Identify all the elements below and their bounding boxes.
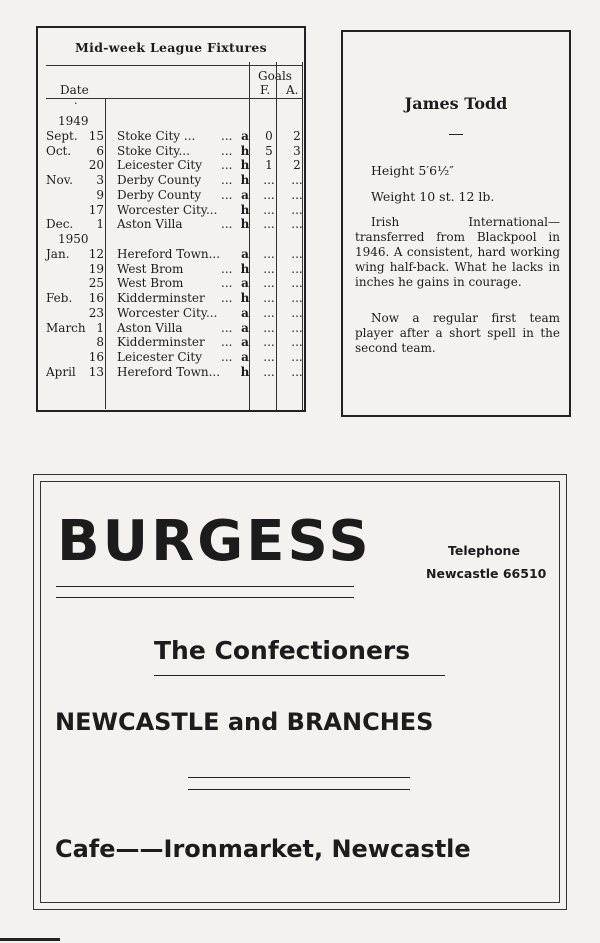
fixture-day: 9	[96, 187, 104, 202]
advert-telephone-number: Newcastle 66510	[426, 566, 547, 581]
fixture-opponent	[117, 158, 233, 173]
fixture-venue: a	[241, 276, 249, 291]
fixture-opponent-name: Worcester City...	[117, 305, 218, 320]
fixture-venue: h	[240, 217, 250, 232]
fixture-goals-for: ...	[263, 247, 275, 261]
fixture-row	[38, 306, 304, 321]
advert-tagline-underline	[154, 675, 445, 676]
fixture-opponent-name: Aston Villa	[117, 320, 183, 335]
fixture-opponent	[117, 276, 233, 291]
fixture-goals-for: ...	[263, 202, 275, 217]
fixture-goals-against: ...	[291, 276, 303, 291]
fixture-opponent-name: Worcester City...	[117, 202, 218, 217]
fixture-opponent-name: West Brom	[117, 276, 184, 291]
header-for: F.	[260, 83, 271, 97]
fixture-day: 16	[88, 349, 104, 364]
advert-rule	[188, 789, 410, 790]
fixture-goals-against: 2	[293, 129, 301, 143]
fixture-goals-against: ...	[291, 202, 303, 217]
fixture-goals-against: 3	[293, 143, 301, 158]
title-divider	[46, 65, 302, 66]
fixture-opponent	[117, 261, 233, 277]
advert-brand: BURGESS	[57, 509, 372, 574]
fixture-row	[38, 321, 304, 336]
header-against: A.	[286, 83, 299, 97]
fixture-opponent	[117, 143, 233, 159]
fixture-opponent-name: Leicester City	[117, 158, 202, 173]
fixture-day: 1	[96, 320, 104, 335]
fixture-row	[38, 144, 304, 159]
fixture-opponent	[117, 173, 233, 188]
fixture-goals-against: 2	[293, 158, 301, 173]
header-goals: Goals	[258, 69, 292, 83]
player-name: James Todd	[404, 94, 508, 113]
fixture-goals-for: ...	[263, 187, 275, 202]
fixture-goals-for: ...	[263, 173, 275, 188]
fixture-goals-for: 5	[265, 143, 273, 158]
header-mark: ·	[74, 97, 78, 110]
fixture-goals-against: ...	[291, 305, 303, 320]
fixture-day: 13	[88, 364, 104, 379]
fixture-row	[38, 291, 304, 306]
fixture-month: April	[46, 364, 76, 379]
fixture-goals-for: 1	[265, 158, 273, 173]
fixture-venue: a	[241, 247, 249, 261]
fixture-opponent	[117, 335, 233, 350]
fixture-row	[38, 173, 304, 188]
advert-locations: NEWCASTLE and BRANCHES	[55, 708, 434, 736]
fixture-goals-for: ...	[263, 305, 275, 320]
fixture-day: 16	[88, 291, 104, 306]
fixture-venue: a	[241, 187, 249, 202]
fixture-day: 1	[96, 217, 104, 232]
fixture-row	[38, 335, 304, 350]
fixture-opponent-name: Derby County	[117, 173, 202, 188]
fixture-goals-for: 0	[265, 129, 273, 143]
fixture-day: 23	[88, 305, 104, 320]
player-status: Now a regular first team player after a short spell in the second team.	[355, 311, 560, 355]
fixture-opponent	[117, 320, 233, 336]
fixture-goals-against: ...	[291, 173, 303, 188]
fixture-goals-for: ...	[263, 364, 275, 379]
fixture-goals-against: ...	[291, 335, 303, 350]
fixture-opponent-name: Derby County	[117, 187, 202, 202]
player-weight: Weight 10 st. 12 lb.	[371, 189, 495, 204]
header-date: Date	[60, 83, 89, 97]
fixture-opponent	[117, 306, 217, 321]
fixture-opponent	[117, 247, 220, 262]
scan-edge-mark	[0, 938, 60, 941]
advert-telephone-label: Telephone	[448, 543, 520, 558]
fixture-leader-dots: ...	[221, 158, 233, 173]
fixture-day: 17	[88, 202, 104, 217]
header-divider	[46, 98, 302, 99]
fixture-opponent	[117, 349, 233, 365]
fixture-row	[38, 262, 304, 277]
fixture-leader-dots: ...	[221, 320, 233, 335]
year-label: 1949	[58, 114, 89, 128]
fixture-row	[38, 217, 304, 232]
fixture-leader-dots: ...	[221, 217, 233, 232]
fixture-day: 19	[88, 261, 104, 276]
fixture-venue: a	[241, 129, 249, 143]
player-height: Height 5′6½″	[371, 163, 454, 178]
fixture-row	[38, 276, 304, 291]
fixture-venue: a	[241, 320, 249, 335]
fixture-row	[38, 158, 304, 173]
fixture-day: 25	[88, 276, 104, 291]
player-bio: Irish International—transferred from Blackpool in 1946. A consistent, hard working wing half-back. What he lacks in inches he gains in courage.	[355, 215, 560, 289]
fixture-month: Feb.	[46, 291, 73, 306]
fixture-opponent-name: West Brom	[117, 261, 184, 276]
fixture-leader-dots: ...	[221, 261, 233, 276]
fixture-opponent-name: Kidderminster	[117, 291, 205, 306]
fixture-venue: h	[240, 364, 250, 379]
fixture-month: Oct.	[46, 143, 72, 158]
fixture-opponent	[117, 217, 233, 232]
fixture-leader-dots: ...	[221, 187, 233, 202]
fixture-venue: h	[240, 202, 250, 217]
fixture-leader-dots: ...	[221, 335, 233, 350]
fixture-goals-for: ...	[263, 291, 275, 306]
fixture-opponent-name: Stoke City ...	[117, 129, 196, 143]
fixture-row	[38, 350, 304, 365]
advert-cafe-address: Cafe——Ironmarket, Newcastle	[55, 835, 471, 863]
fixture-opponent	[117, 365, 220, 380]
fixture-venue: h	[240, 143, 250, 158]
fixture-month: March	[46, 320, 86, 335]
fixture-venue: h	[240, 261, 250, 276]
player-profile	[341, 30, 571, 417]
fixture-row	[38, 129, 304, 144]
fixture-goals-against: ...	[291, 364, 303, 379]
fixture-goals-against: ...	[291, 187, 303, 202]
fixture-month: Nov.	[46, 173, 73, 188]
fixture-leader-dots: ...	[221, 129, 233, 143]
fixture-opponent-name: Leicester City	[117, 349, 202, 364]
fixture-goals-for: ...	[263, 320, 275, 335]
name-dash	[449, 134, 463, 135]
fixture-row	[38, 247, 304, 262]
fixture-row	[38, 188, 304, 203]
fixture-month: Jan.	[46, 247, 70, 261]
fixture-goals-against: ...	[291, 247, 303, 261]
advert-rule	[56, 597, 354, 598]
fixture-venue: a	[241, 335, 249, 350]
fixture-leader-dots: ...	[221, 143, 233, 158]
fixture-goals-for: ...	[263, 349, 275, 364]
fixture-venue: h	[240, 291, 250, 306]
fixture-venue: a	[241, 305, 249, 320]
fixture-day: 12	[88, 247, 104, 261]
fixture-day: 15	[88, 129, 104, 143]
year-label: 1950	[58, 232, 89, 246]
fixture-goals-for: ...	[263, 335, 275, 350]
fixture-opponent	[117, 129, 233, 144]
fixture-leader-dots: ...	[221, 276, 233, 291]
fixture-goals-against: ...	[291, 320, 303, 335]
fixture-opponent-name: Stoke City...	[117, 143, 190, 158]
fixture-leader-dots: ...	[221, 291, 233, 306]
fixtures-table	[36, 26, 306, 412]
fixture-day: 3	[96, 173, 104, 188]
fixture-opponent	[117, 291, 233, 306]
advert-rule	[56, 586, 354, 587]
fixture-day: 6	[96, 143, 104, 158]
fixture-month: Sept.	[46, 129, 78, 143]
fixture-leader-dots: ...	[221, 349, 233, 364]
advert-rule	[188, 777, 410, 778]
fixture-opponent	[117, 203, 217, 218]
fixture-goals-against: ...	[291, 217, 303, 232]
fixture-goals-against: ...	[291, 349, 303, 364]
fixture-goals-against: ...	[291, 261, 303, 276]
fixture-goals-for: ...	[263, 217, 275, 232]
fixture-row	[38, 203, 304, 218]
fixture-venue: h	[240, 158, 250, 173]
fixture-opponent-name: Aston Villa	[117, 217, 183, 232]
fixture-opponent-name: Kidderminster	[117, 335, 205, 350]
fixture-opponent	[117, 187, 233, 203]
fixture-goals-for: ...	[263, 276, 275, 291]
fixture-day: 20	[88, 158, 104, 173]
fixtures-title: Mid-week League Fixtures	[75, 40, 267, 55]
fixture-venue: h	[240, 173, 250, 188]
fixture-opponent-name: Hereford Town...	[117, 247, 221, 261]
fixture-goals-against: ...	[291, 291, 303, 306]
fixture-leader-dots: ...	[221, 173, 233, 188]
fixture-opponent-name: Hereford Town...	[117, 364, 221, 379]
fixture-goals-for: ...	[263, 261, 275, 276]
fixture-venue: a	[241, 349, 249, 364]
advert-tagline: The Confectioners	[154, 636, 411, 665]
fixture-month: Dec.	[46, 217, 74, 232]
fixture-row	[38, 365, 304, 380]
fixture-day: 8	[96, 335, 104, 350]
